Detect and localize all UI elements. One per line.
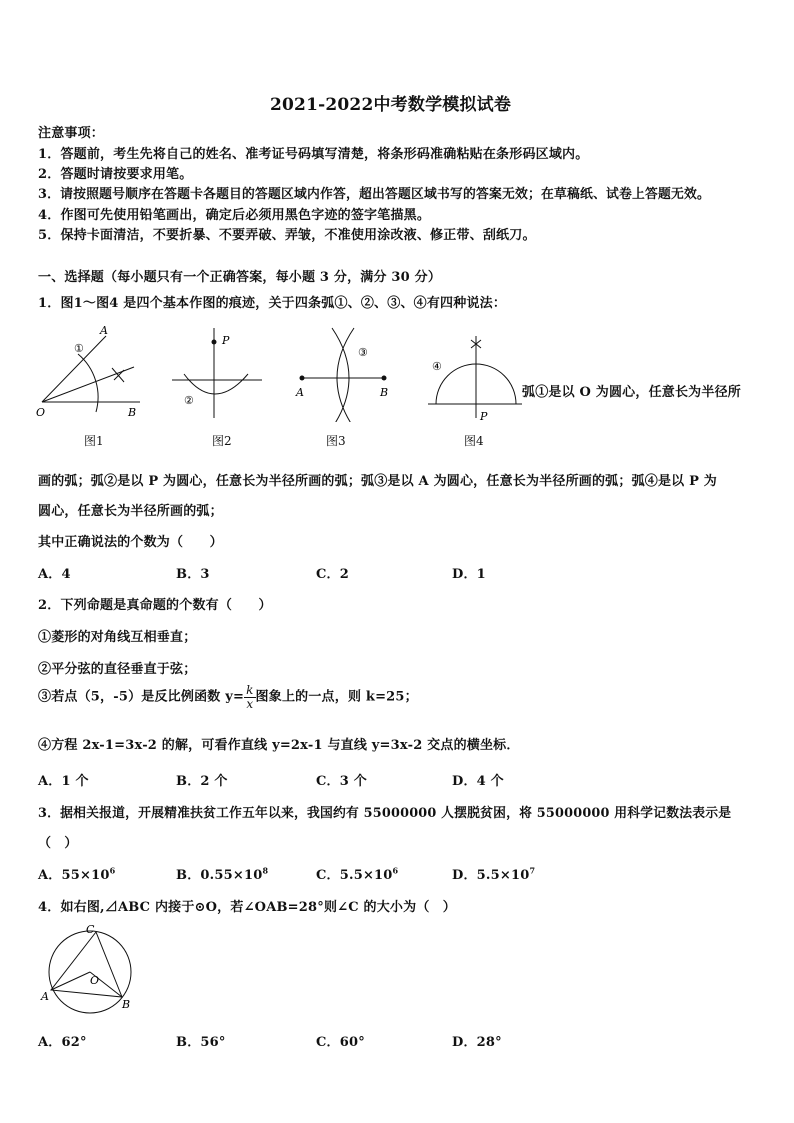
notice-item-5: 5．保持卡面清洁，不要折暴、不要弄破、弄皱，不准使用涂改液、修正带、刮纸刀。	[38, 228, 536, 243]
section-heading: 一、选择题（每小题只有一个正确答案，每小题 3 分，满分 30 分）	[38, 270, 442, 285]
q1-line-2: 画的弧；弧②是以 P 为圆心，任意长为半径所画的弧；弧③是以 A 为圆心，任意长为半径所画的弧；弧④是以 P 为	[38, 474, 717, 489]
q1-option-a: A．4	[38, 567, 71, 582]
q1-ask: 其中正确说法的个数为（ ）	[38, 535, 223, 550]
fig1-label-o: O	[36, 406, 46, 419]
q3-option-c-exp: 6	[392, 865, 399, 876]
q2-statement-4: ④方程 2x-1=3x-2 的解，可看作直线 y=2x-1 与直线 y=3x-2 交点的横坐标．	[38, 738, 520, 753]
notice-heading: 注意事项：	[38, 126, 105, 141]
fig3-point-b	[382, 376, 387, 381]
q3-stem: 3．据相关报道，开展精准扶贫工作五年以来，我国约有 55000000 人摆脱贫困，将 55000000 用科学记数法表示是	[38, 806, 732, 821]
q4-option-d: D．28°	[452, 1035, 502, 1050]
fig3-label-a: A	[296, 386, 304, 399]
notice-item-3: 3．请按照题号顺序在答题卡各题目的答题区域内作答，超出答题区域书写的答案无效；在草稿纸、试卷上答题无效。	[38, 187, 710, 202]
q3-option-d	[452, 864, 535, 883]
fig2-caption: 图2	[212, 434, 232, 448]
figure-2	[168, 322, 268, 422]
q4-label-o: O	[90, 974, 100, 987]
q3-option-a-exp: 6	[109, 865, 116, 876]
q2-s3-post: 图象上的一点，则 k=25；	[255, 689, 418, 705]
fig4-caption: 图4	[464, 434, 484, 448]
figure-1	[34, 322, 144, 422]
fig2-label-p: P	[222, 334, 230, 347]
figure-4	[424, 328, 524, 428]
q2-option-b: B．2 个	[176, 774, 228, 789]
fig1-label-b: B	[128, 406, 137, 419]
q1-line-3: 圆心，任意长为半径所画的弧；	[38, 504, 223, 519]
fig2-point-p	[212, 340, 217, 345]
q3-option-c	[316, 864, 398, 883]
fig3-point-a	[300, 376, 305, 381]
q1-option-c: C．2	[316, 567, 349, 582]
q3-option-d-label: D．5.5×10	[452, 868, 530, 883]
q2-s3-pre: ③若点（5，-5）是反比例函数 y=	[38, 689, 245, 705]
q4-stem: 4．如右图,⊿ABC 内接于⊙O，若∠OAB=28°则∠C 的大小为（ ）	[38, 900, 456, 915]
q3-option-b-exp: 8	[262, 865, 269, 876]
q1-option-b: B．3	[176, 567, 210, 582]
q2-statement-3	[38, 684, 418, 711]
q1-stem: 1．图1～图4 是四个基本作图的痕迹，关于四条弧①、②、③、④有四种说法：	[38, 296, 507, 311]
q3-option-a-label: A．55×10	[38, 868, 110, 883]
q2-statement-2: ②平分弦的直径垂直于弦；	[38, 662, 197, 677]
q3-option-a	[38, 864, 115, 883]
q3-option-d-exp: 7	[529, 865, 536, 876]
q3-option-b	[176, 864, 268, 883]
q4-option-b: B．56°	[176, 1035, 226, 1050]
q4-label-a: A	[41, 990, 49, 1003]
fig1-label-arc: ①	[74, 342, 84, 355]
q4-figure	[38, 920, 138, 1020]
q2-fraction	[244, 684, 255, 711]
notice-item-2: 2．答题时请按要求用笔。	[38, 167, 193, 182]
q3-paren: （ ）	[38, 836, 78, 851]
fig1-arc	[78, 354, 98, 412]
q4-label-b: B	[122, 998, 131, 1011]
q2-stem: 2．下列命题是真命题的个数有（ ）	[38, 598, 272, 613]
q2-fraction-num: k	[246, 683, 254, 697]
fig3-arc-left	[337, 328, 354, 422]
fig1-bisector	[42, 367, 134, 402]
q1-side-text: 弧①是以 O 为圆心，任意长为半径所	[522, 385, 741, 400]
q2-option-d: D．4 个	[452, 774, 504, 789]
fig1-caption: 图1	[84, 434, 104, 448]
fig3-caption: 图3	[326, 434, 346, 448]
q4-label-c: C	[86, 923, 95, 936]
fig2-label-arc: ②	[184, 394, 194, 407]
q3-option-c-label: C．5.5×10	[316, 868, 393, 883]
q2-statement-1: ①菱形的对角线互相垂直；	[38, 630, 197, 645]
fig4-label-arc: ④	[432, 360, 442, 373]
notice-item-1: 1．答题前，考生先将自己的姓名、准考证号码填写清楚，将条形码准确粘贴在条形码区域内。	[38, 147, 589, 162]
q4-segment-oa	[51, 972, 90, 990]
q3-option-b-label: B．0.55×10	[176, 868, 263, 883]
q2-option-a: A．1 个	[38, 774, 89, 789]
fig3-arc-right	[332, 328, 349, 422]
fig3-label-arc: ③	[358, 346, 368, 359]
q4-option-a: A．62°	[38, 1035, 87, 1050]
fig4-label-p: P	[480, 410, 488, 423]
q2-option-c: C．3 个	[316, 774, 367, 789]
fig2-arc	[184, 374, 248, 394]
q4-option-c: C．60°	[316, 1035, 365, 1050]
fig1-label-a: A	[100, 324, 108, 337]
q1-option-d: D．1	[452, 567, 486, 582]
fig3-label-b: B	[380, 386, 389, 399]
figure-3	[292, 322, 402, 422]
notice-item-4: 4．作图可先使用铅笔画出，确定后必须用黑色字迹的签字笔描黑。	[38, 208, 431, 223]
q2-fraction-den: x	[246, 697, 254, 711]
page-title: 2021-2022中考数学模拟试卷	[270, 95, 512, 115]
